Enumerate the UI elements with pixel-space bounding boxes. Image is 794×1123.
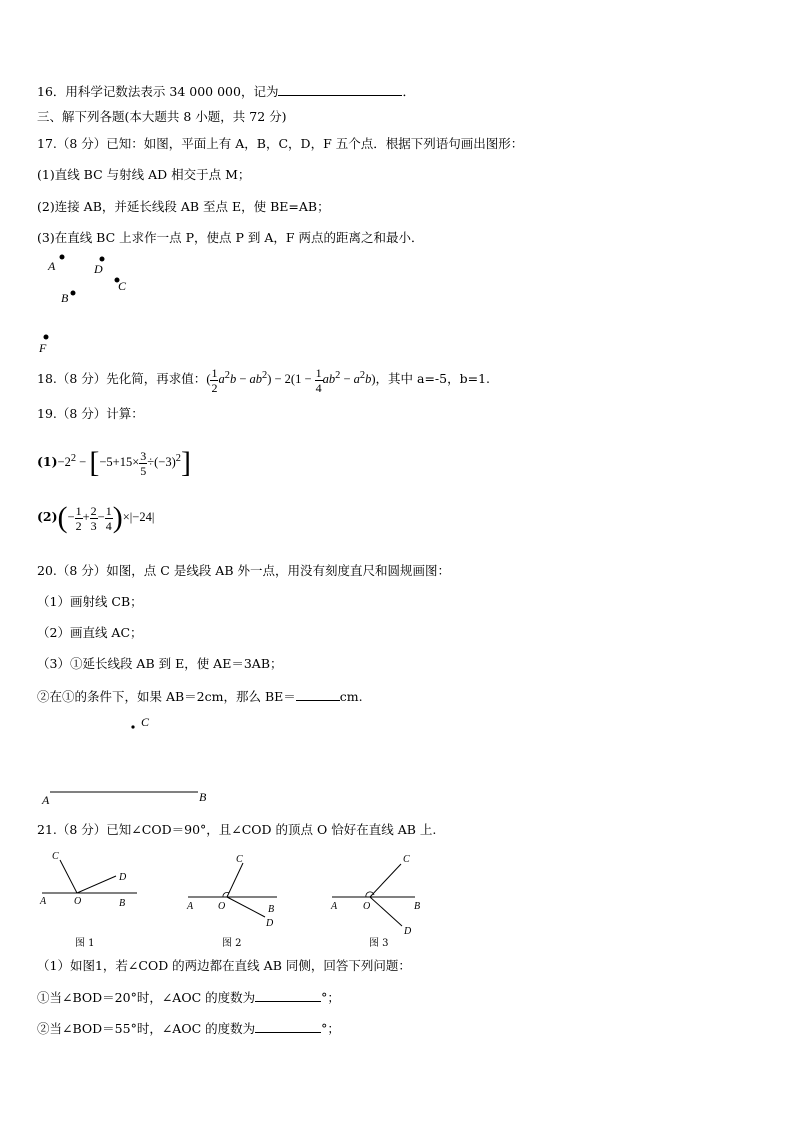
ray-oc xyxy=(227,863,243,897)
label-b: B xyxy=(199,790,207,804)
q18-tail: ，其中 a=-5，b=1. xyxy=(375,371,491,387)
q21-figure-2 xyxy=(186,854,277,929)
q21-part3-text: ②当∠BOD＝55°时，∠AOC 的度数为 xyxy=(37,1021,256,1036)
q21-part2-text: ①当∠BOD＝20°时，∠AOC 的度数为 xyxy=(37,990,256,1005)
fig3-caption: 图 3 xyxy=(369,938,389,949)
point-b xyxy=(71,291,76,296)
ray-oc xyxy=(60,860,77,893)
q17-head: 17.（8 分）已知：如图，平面上有 A，B，C，D，F 五个点．根据下列语句画出图形： xyxy=(37,136,524,151)
q19-part1-label: (1) xyxy=(37,454,58,470)
q17-figure xyxy=(38,255,127,356)
q18-head: 18.（8 分）先化简，再求值： xyxy=(37,371,207,387)
section-heading: 三、解下列各题(本大题共 8 小题，共 72 分) xyxy=(37,109,287,124)
point-d xyxy=(100,257,105,262)
q20-figure xyxy=(41,715,207,807)
q21-part1: （1）如图1，若∠COD 的两边都在直线 AB 同侧，回答下列问题： xyxy=(37,958,411,973)
ray-oc xyxy=(370,864,401,897)
q18-expression: ( $\frac{1}{2}$ $a^2b - ab^2) - 2(1$ − $\frac{1}{4}$ $ab^2 - a^2b$) xyxy=(206,365,376,395)
label-c: C xyxy=(118,279,127,293)
q20-part4-text: ②在①的条件下，如果 AB＝2cm，那么 BE＝ xyxy=(37,689,296,704)
label-a: A xyxy=(48,259,56,273)
svg-text:O: O xyxy=(74,896,82,907)
q21-part2 xyxy=(37,989,340,1006)
svg-text:D: D xyxy=(404,926,412,937)
q20-part4 xyxy=(37,688,363,705)
q19-part2-label: (2) xyxy=(37,509,58,524)
svg-text:D: D xyxy=(119,872,127,883)
point-c xyxy=(131,725,134,728)
q20-part2: （2）画直线 AC； xyxy=(37,625,143,640)
q19-part2 xyxy=(37,499,154,536)
q20-part4-unit: cm. xyxy=(339,689,363,704)
svg-text:B: B xyxy=(414,901,421,912)
label-a: A xyxy=(42,793,50,807)
q21-head: 21.（8 分）已知∠COD＝90°，且∠COD 的顶点 O 恰好在直线 AB 上. xyxy=(37,822,437,837)
q21-answer-blank-1[interactable] xyxy=(255,989,321,1002)
q19-part2-expression: (− $\frac{1}{2}$ + $\frac{2}{3}$ − $\frac{1}{4}$ )×|−24| xyxy=(57,501,155,535)
q20-answer-blank[interactable] xyxy=(296,688,340,701)
ray-od xyxy=(227,897,265,917)
label-d: D xyxy=(94,262,103,276)
fig2-caption: 图 2 xyxy=(222,938,242,949)
q17-part3: (3)在直线 BC 上求作一点 P，使点 P 到 A，F 两点的距离之和最小． xyxy=(37,230,424,245)
svg-text:O: O xyxy=(218,901,226,912)
q21-part3 xyxy=(37,1020,340,1037)
point-f xyxy=(44,335,49,340)
svg-text:A: A xyxy=(187,901,194,912)
q21-figure-3 xyxy=(330,854,420,937)
q17-part1: (1)直线 BC 与射线 AD 相交于点 M； xyxy=(37,167,251,182)
ray-od xyxy=(77,876,116,893)
label-b: B xyxy=(61,291,69,305)
ray-od xyxy=(370,897,402,926)
point-a xyxy=(60,255,65,260)
svg-text:D: D xyxy=(266,918,274,929)
svg-text:C: C xyxy=(52,851,59,862)
q20-part3: （3）①延长线段 AB 到 E，使 AE＝3AB； xyxy=(37,656,283,671)
fig1-caption: 图 1 xyxy=(75,938,95,949)
q17-part2: (2)连接 AB，并延长线段 AB 至点 E，使 BE=AB； xyxy=(37,199,330,214)
q20-part1: （1）画射线 CB； xyxy=(37,594,143,609)
q16-end: ． xyxy=(402,84,415,99)
q21-figure-1 xyxy=(39,851,137,909)
q21-part2-unit: °； xyxy=(321,990,340,1005)
svg-text:B: B xyxy=(119,898,126,909)
q19-part1 xyxy=(37,441,191,481)
svg-text:B: B xyxy=(268,904,275,915)
q18-line xyxy=(37,361,490,395)
q19-part1-expression: $-2^2 - [-5+15\times$ $\frac{3}{5}$ $\div(-3)^2$] xyxy=(57,446,191,480)
svg-text:A: A xyxy=(331,901,338,912)
svg-text:O: O xyxy=(363,901,371,912)
q16-number: 16． xyxy=(37,84,66,99)
svg-text:C: C xyxy=(403,854,410,865)
q21-part3-unit: °； xyxy=(321,1021,340,1036)
q16-text: 用科学记数法表示 34 000 000，记为 xyxy=(65,84,279,99)
q21-answer-blank-2[interactable] xyxy=(255,1020,321,1033)
svg-text:C: C xyxy=(236,854,243,865)
svg-text:A: A xyxy=(40,896,47,907)
q19-head: 19.（8 分）计算： xyxy=(37,406,144,421)
label-f: F xyxy=(39,341,47,355)
q20-head: 20.（8 分）如图，点 C 是线段 AB 外一点，用没有刻度直尺和圆规画图： xyxy=(37,563,450,578)
label-c: C xyxy=(141,715,150,729)
